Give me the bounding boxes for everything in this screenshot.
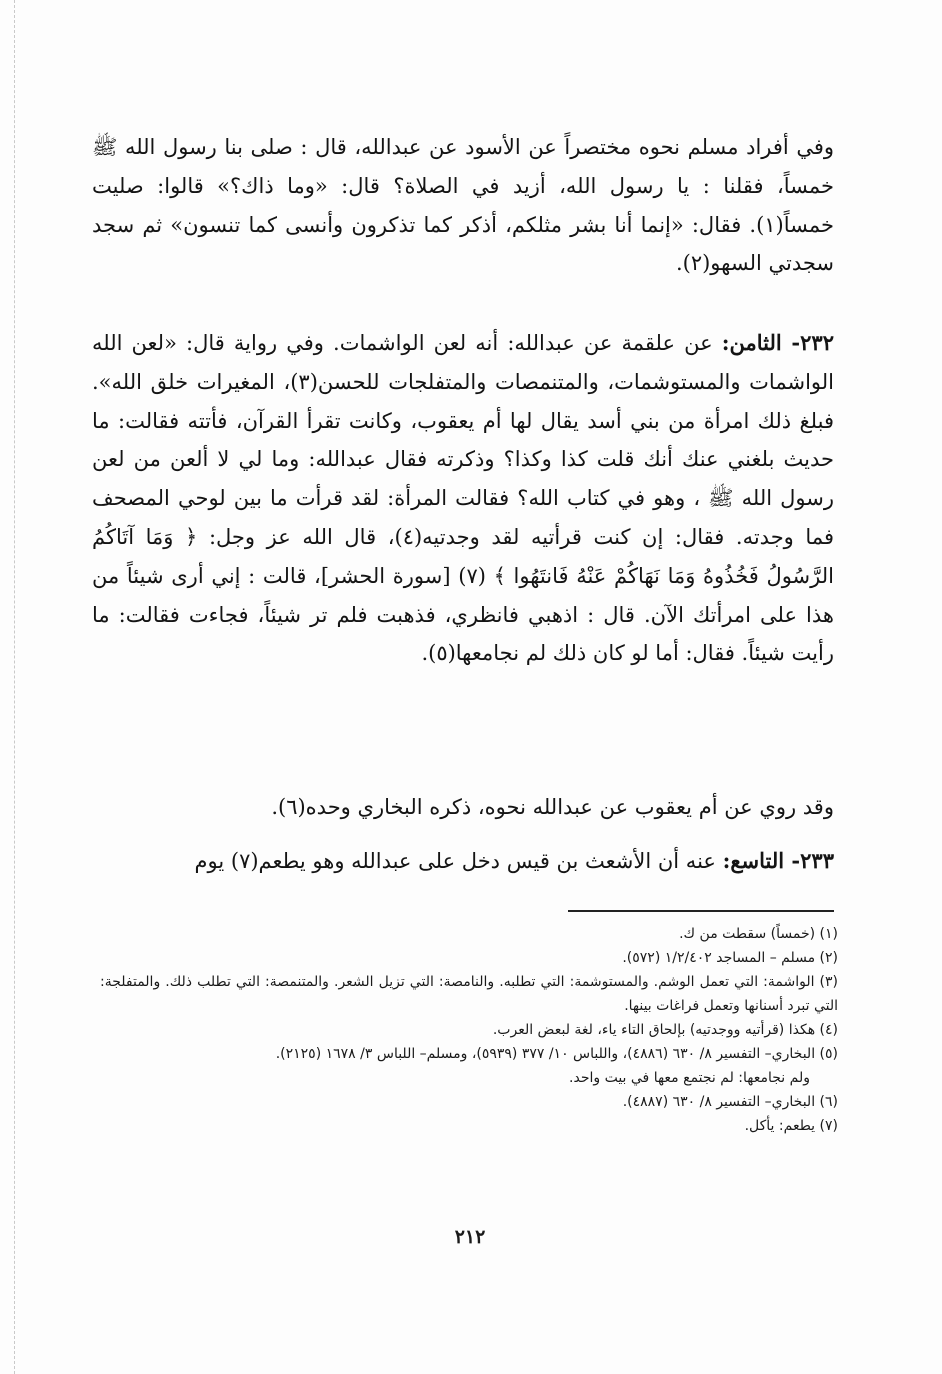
paragraph-3 (92, 788, 834, 827)
paragraph-233 (92, 842, 834, 881)
footnote-5: (٥) البخاري– التفسير ٨/ ٦٣٠ (٤٨٨٦)، واللباس ١٠/ ٣٧٧ (٥٩٣٩)، ومسلم– اللباس ٣/ ١٦٧٨ (٢١٢٥). (275, 1046, 838, 1062)
footnote-7: (٧) يطعم: يأكل. (744, 1118, 838, 1134)
footnote-1: (١) (خمساً) سقطت من ك. (679, 926, 838, 942)
paragraph-233-text: عنه أن الأشعث بن قيس دخل على عبدالله وهو يطعم(٧) يوم (194, 849, 716, 873)
paragraph-232-text: عن علقمة عن عبدالله: أنه لعن الواشمات. وفي رواية قال: «لعن الله الواشمات والمستوشمات، والمتنمصات والمتفلجات للحسن(٣)، المغيرات خلق الله». فبلغ ذلك امرأة من بني أسد يقال لها أم يعقوب، وكانت تقرأ القرآن، فأتته فقالت: ما حديث بلغني عنك أنك قلت كذا وكذا؟ وذكرته فقال عبدالله: وما لي لا ألعن من لعن رسول الله ﷺ ، وهو في كتاب الله؟ فقالت المرأة: لقد قرأت ما بين لوحي المصحف فما وجدته. فقال: إن كنت قرأتيه لقد وجدتيه(٤)، قال الله عز وجل: ﴿ وَمَا آتَاكُمُ الرَّسُولُ فَخُذُوهُ وَمَا نَهَاكُمْ عَنْهُ فَانتَهُوا ﴾ (٧) [سورة الحشر]، قالت : إني أرى شيئاً من هذا على امرأتك الآن. قال : اذهبي فانظري، فذهبت فلم تر شيئاً، فجاءت فقالت: ما رأيت شيئاً. فقال: أما لو كان ذلك لم نجامعها(٥). (92, 331, 835, 666)
hadith-number-232: ٢٣٢- الثامن: (721, 330, 834, 355)
footnote-4: (٤) هكذا (قرأتيه ووجدتيه) بإلحاق التاء ياء، لغة لبعض العرب. (492, 1022, 838, 1038)
hadith-number-233: ٢٣٣- التاسع: (722, 848, 834, 873)
footnote-5-gloss: ولم نجامعها: لم نجتمع معها في بيت واحد. (569, 1070, 810, 1086)
footnote-3: (٣) الواشمة: التي تعمل الوشم. والمستوشمة: التي تطلبه. والنامصة: التي تزيل الشعر. والمتنمصة: التي تطلب ذلك. والمتفلجة: التي تبرد أسنانها وتعمل فراغات بينها. (100, 974, 838, 1014)
paragraph-3-text: وقد روي عن أم يعقوب عن عبدالله نحوه، ذكره البخاري وحده(٦). (271, 795, 834, 819)
paragraph-1 (92, 128, 834, 283)
footnote-separator (568, 910, 834, 912)
paragraph-1-text: وفي أفراد مسلم نحوه مختصراً عن الأسود عن عبدالله، قال : صلى بنا رسول الله ﷺ خمساً، فقلنا : يا رسول الله، أزيد في الصلاة؟ قال: «وما ذاك؟» قالوا: صليت خمساً(١). فقال: «إنما أنا بشر مثلكم، أذكر كما تذكرون وأنسى كما تنسون» ثم سجد سجدتي السهو(٢). (92, 135, 835, 276)
paragraph-232 (92, 324, 834, 673)
page-number: ٢١٢ (454, 1226, 486, 1248)
footnote-6: (٦) البخاري– التفسير ٨/ ٦٣٠ (٤٨٨٧). (622, 1094, 838, 1110)
footnote-2: (٢) مسلم – المساجد ١/٢/٤٠٢ (٥٧٢). (622, 950, 838, 966)
page-edge (14, 0, 15, 1374)
footnotes (100, 922, 838, 1138)
